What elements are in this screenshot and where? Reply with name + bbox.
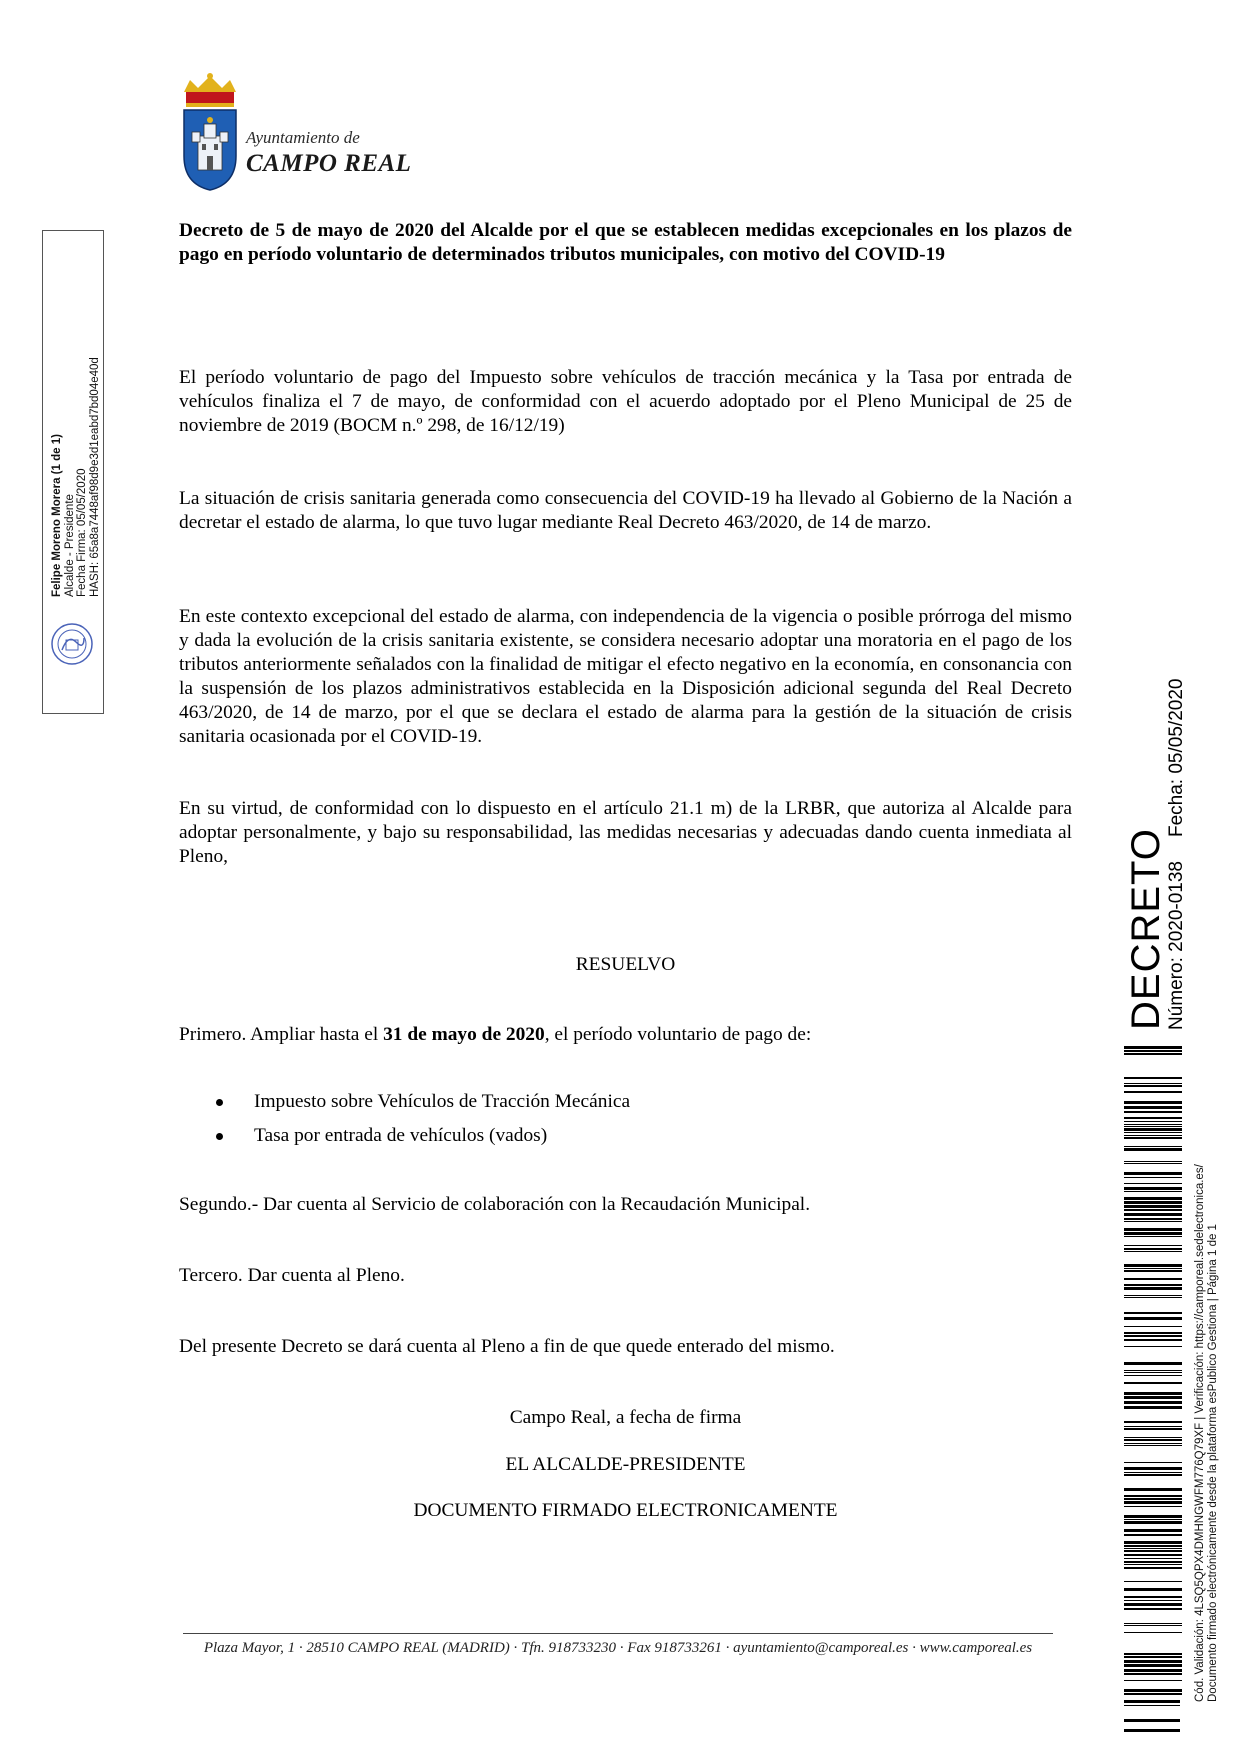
signer-name: Felipe Moreno Morera (1 de 1) (51, 434, 63, 597)
barcode-stripe (1124, 1117, 1182, 1119)
barcode-stripe (1124, 1091, 1182, 1093)
barcode-stripe (1124, 1693, 1182, 1695)
barcode-stripe (1124, 1588, 1182, 1591)
barcode-stripe (1124, 1719, 1180, 1722)
list-item (212, 1124, 630, 1158)
barcode-stripe (1124, 1268, 1182, 1269)
barcode-stripe (1124, 1406, 1182, 1409)
decreto-date: Fecha: 05/05/2020 (1166, 678, 1187, 837)
barcode-stripe (1124, 1121, 1182, 1122)
closing-clause: Del presente Decreto se dará cuenta al Pleno a fin de que quede enterado del mismo. (179, 1336, 835, 1357)
barcode-stripe (1124, 1161, 1182, 1162)
barcode-stripe (1124, 1106, 1182, 1109)
list-item-label: Tasa por entrada de vehículos (vados) (254, 1125, 548, 1146)
signature-date: Fecha Firma: 05/05/2020 (76, 468, 88, 597)
barcode-stripe (1124, 1603, 1182, 1606)
barcode-stripe (1124, 1401, 1182, 1404)
barcode-stripe (1124, 1132, 1182, 1133)
barcode-stripe (1124, 1445, 1182, 1446)
barcode-stripe (1124, 1335, 1182, 1337)
barcode-stripe (1124, 1554, 1182, 1556)
barcode-stripe (1124, 1221, 1182, 1222)
barcode-stripe (1124, 1362, 1182, 1365)
barcode-stripe (1124, 1600, 1182, 1601)
barcode-stripe (1124, 1396, 1182, 1399)
barcode-stripe (1124, 1506, 1182, 1507)
barcode-stripe (1124, 1205, 1182, 1208)
barcode-stripe (1124, 1534, 1182, 1536)
barcode-stripe (1124, 1488, 1182, 1491)
barcode-stripe (1124, 1295, 1182, 1296)
barcode-stripe (1124, 1146, 1182, 1147)
barcode-stripe (1124, 1529, 1182, 1532)
barcode-stripe (1124, 1177, 1182, 1178)
barcode-stripe (1124, 1567, 1182, 1569)
barcode-stripe (1124, 1382, 1182, 1384)
barcode-stripe (1124, 1495, 1182, 1497)
bullet-icon (216, 1099, 223, 1106)
barcode-stripe (1124, 1664, 1182, 1667)
barcode-stripe (1124, 1700, 1180, 1703)
barcode-horizontal (1124, 1046, 1182, 1694)
barcode-stripe (1124, 1467, 1182, 1470)
municipality-logo (178, 72, 428, 192)
barcode-stripe (1124, 1669, 1182, 1672)
barcode-stripe (1124, 1201, 1182, 1204)
logo-subtitle: Ayuntamiento de (246, 128, 360, 147)
barcode-stripe (1124, 1501, 1182, 1504)
barcode-stripe (1124, 1437, 1182, 1438)
barcode-stripe (1124, 1209, 1182, 1211)
barcode-stripe (1124, 1625, 1182, 1626)
barcode-stripe (1124, 1705, 1180, 1706)
barcode-stripe (1124, 1339, 1182, 1341)
barcode-stripe (1124, 1085, 1182, 1087)
barcode-stripe (1124, 1375, 1182, 1376)
barcode-stripe (1124, 1581, 1182, 1582)
barcode-stripe (1124, 1558, 1182, 1559)
validation-text (1194, 1164, 1219, 1702)
signature-details (51, 357, 101, 597)
barcode-stripe (1124, 1564, 1182, 1565)
barcode-stripe (1124, 1472, 1182, 1473)
primero-date: 31 de mayo de 2020 (383, 1024, 545, 1045)
barcode-horizontal (1124, 1700, 1180, 1744)
barcode-stripe (1124, 1521, 1182, 1524)
barcode-stripe (1124, 1278, 1182, 1280)
logo-title: CAMPO REAL (246, 150, 412, 177)
bullet-icon (216, 1133, 223, 1140)
list-item-label: Impuesto sobre Vehículos de Tracción Mecánica (254, 1091, 631, 1112)
primero-prefix: Primero. Ampliar hasta el (179, 1024, 384, 1045)
barcode-stripe (1124, 1426, 1182, 1427)
barcode-stripe (1124, 1346, 1182, 1347)
barcode-stripe (1124, 1270, 1182, 1272)
footer-address: Plaza Mayor, 1 · 28510 CAMPO REAL (MADRID) · Tfn. 918733230 · Fax 918733261 · ayuntamiento@camporeal.es · www.camporeal.es (203, 1640, 1033, 1656)
barcode-stripe (1124, 1660, 1182, 1663)
barcode-stripe (1124, 1191, 1182, 1192)
barcode-stripe (1124, 1548, 1182, 1549)
signer-role-small: Alcalde - Presidente (63, 494, 76, 597)
barcode-stripe (1124, 1680, 1182, 1681)
barcode-stripe (1124, 1372, 1182, 1373)
barcode-stripe (1124, 1729, 1180, 1732)
barcode-stripe (1124, 1689, 1182, 1692)
barcode-stripe (1124, 1124, 1182, 1125)
decreto-number-date (1166, 679, 1188, 1030)
barcode-stripe (1124, 1443, 1182, 1444)
barcode-stripe (1124, 1421, 1182, 1423)
barcode-stripe (1124, 1218, 1182, 1220)
barcode-stripe (1124, 1236, 1182, 1237)
barcode-stripe (1124, 1197, 1182, 1200)
signer-role: EL ALCALDE-PRESIDENTE (505, 1454, 746, 1475)
barcode-stripe (1124, 1077, 1182, 1079)
barcode-stripe (1124, 1370, 1182, 1371)
barcode-stripe (1124, 1673, 1182, 1675)
signature-hash: HASH: 65a8a7448af98d9e3d1eabd7bd04e40d (88, 357, 101, 597)
barcode-stripe (1124, 1392, 1182, 1395)
barcode-stripe (1124, 1326, 1182, 1327)
barcode-stripe (1124, 1046, 1182, 1049)
barcode-stripe (1124, 1083, 1182, 1084)
paragraph-2: La situación de crisis sanitaria generada como consecuencia del COVID-19 ha llevado al Gobierno de la Nación a decretar el estado de alarma, lo que tuvo lugar mediante Real Decreto 463/2020, de 14 de marzo. (179, 488, 1072, 533)
paragraph-1: El período voluntario de pago del Impuesto sobre vehículos de tracción mecánica y la Tasa por entrada de vehículos finaliza el 7 de mayo, de conformidad con el acuerdo adoptado por el Pleno Municipal de 25 de noviembre de 2019 (BOCM n.º 298, de 16/12/19) (179, 367, 1072, 436)
tax-list (212, 1090, 630, 1158)
list-item (212, 1090, 630, 1124)
barcode-stripe (1124, 1101, 1182, 1104)
barcode-stripe (1124, 1550, 1182, 1552)
validation-line-2: Documento firmado electrónicamente desde la plataforma esPublico Gestiona | Página 1 de 1 (1206, 1224, 1219, 1702)
barcode-stripe (1124, 1462, 1182, 1463)
barcode-stripe (1124, 1287, 1182, 1290)
primero-clause (179, 1023, 811, 1047)
barcode-stripe (1124, 1317, 1182, 1320)
barcode-stripe (1124, 1312, 1182, 1314)
barcode-stripe (1124, 1248, 1182, 1250)
barcode-stripe (1124, 1135, 1182, 1136)
barcode-stripe (1124, 1561, 1182, 1563)
barcode-stripe (1124, 1251, 1182, 1252)
segundo-clause: Segundo.- Dar cuenta al Servicio de colaboración con la Recaudación Municipal. (179, 1194, 811, 1215)
decreto-label: DECRETO (1124, 828, 1168, 1030)
barcode-stripe (1124, 1172, 1182, 1175)
barcode-stripe (1124, 1232, 1182, 1235)
coat-of-arms-icon (178, 72, 242, 192)
resuelvo-heading: RESUELVO (575, 954, 676, 975)
barcode-stripe (1124, 1187, 1182, 1190)
barcode-stripe (1124, 1498, 1182, 1500)
paragraph-3: En este contexto excepcional del estado de alarma, con independencia de la vigencia o posible prórroga del mismo y dada la evolución de la crisis sanitaria existente, se considera necesario adoptar una moratoria en el pago de los tributos anteriormente señalados con la finalidad de mitigar el efecto negativo en la economía, en consonancia con la suspensión de los plazos administrativos establecida en la Disposición adicional segunda del Real Decreto 463/2020, de 14 de marzo, por el que se declara el estado de alarma para la gestión de la situación de crisis sanitaria ocasionada por el COVID-19. (179, 606, 1072, 747)
barcode-stripe (1124, 1297, 1182, 1298)
barcode-stripe (1124, 1111, 1182, 1113)
barcode-stripe (1124, 1126, 1182, 1127)
barcode-stripe (1124, 1519, 1182, 1520)
barcode-stripe (1124, 1515, 1182, 1518)
tercero-clause: Tercero. Dar cuenta al Pleno. (179, 1265, 405, 1286)
barcode-stripe (1124, 1608, 1182, 1610)
barcode-stripe (1124, 1596, 1182, 1598)
barcode-stripe (1124, 1137, 1182, 1139)
barcode-stripe (1124, 1050, 1182, 1052)
barcode-stripe (1124, 1653, 1182, 1655)
barcode-stripe (1124, 1632, 1182, 1633)
barcode-stripe (1124, 1183, 1182, 1184)
barcode-stripe (1124, 1332, 1182, 1334)
barcode-stripe (1124, 1053, 1182, 1055)
barcode-stripe (1124, 1264, 1182, 1267)
barcode-stripe (1124, 1163, 1182, 1164)
signature-stamp-icon (48, 620, 96, 668)
barcode-stripe (1124, 1623, 1182, 1624)
decreto-number: Número: 2020-0138 (1166, 861, 1187, 1030)
signed-note: DOCUMENTO FIRMADO ELECTRONICAMENTE (413, 1500, 838, 1521)
primero-suffix: , el período voluntario de pago de: (544, 1024, 812, 1045)
barcode-stripe (1124, 1245, 1182, 1246)
barcode-stripe (1124, 1148, 1182, 1151)
barcode-stripe (1124, 1474, 1182, 1476)
barcode-stripe (1124, 1656, 1182, 1658)
barcode-stripe (1124, 1228, 1182, 1231)
barcode-stripe (1124, 1439, 1182, 1441)
barcode-stripe (1124, 1213, 1182, 1216)
barcode-stripe (1124, 1545, 1182, 1547)
barcode-stripe (1124, 1284, 1182, 1286)
place-date: Campo Real, a fecha de firma (509, 1407, 742, 1428)
paragraph-4: En su virtud, de conformidad con lo dispuesto en el artículo 21.1 m) de la LRBR, que autoriza al Alcalde para adoptar personalmente, y bajo su responsabilidad, las medidas necesarias y adecuadas dando cuenta inmediata al Pleno, (179, 798, 1072, 867)
barcode-stripe (1124, 1428, 1182, 1430)
barcode-stripe (1124, 1541, 1182, 1544)
validation-line-1: Cód. Validación: 4LSQ5QPX4DMHNGWFM776Q79XF | Verificación: https://camporeal.sedelectronica.es/ (1194, 1164, 1206, 1702)
footer-divider (183, 1633, 1053, 1634)
document-title: Decreto de 5 de mayo de 2020 del Alcalde por el que se establecen medidas excepcionales en los plazos de pago en período voluntario de determinados tributos municipales, con motivo del COVID-19 (179, 220, 1072, 265)
barcode-stripe (1124, 1128, 1182, 1131)
